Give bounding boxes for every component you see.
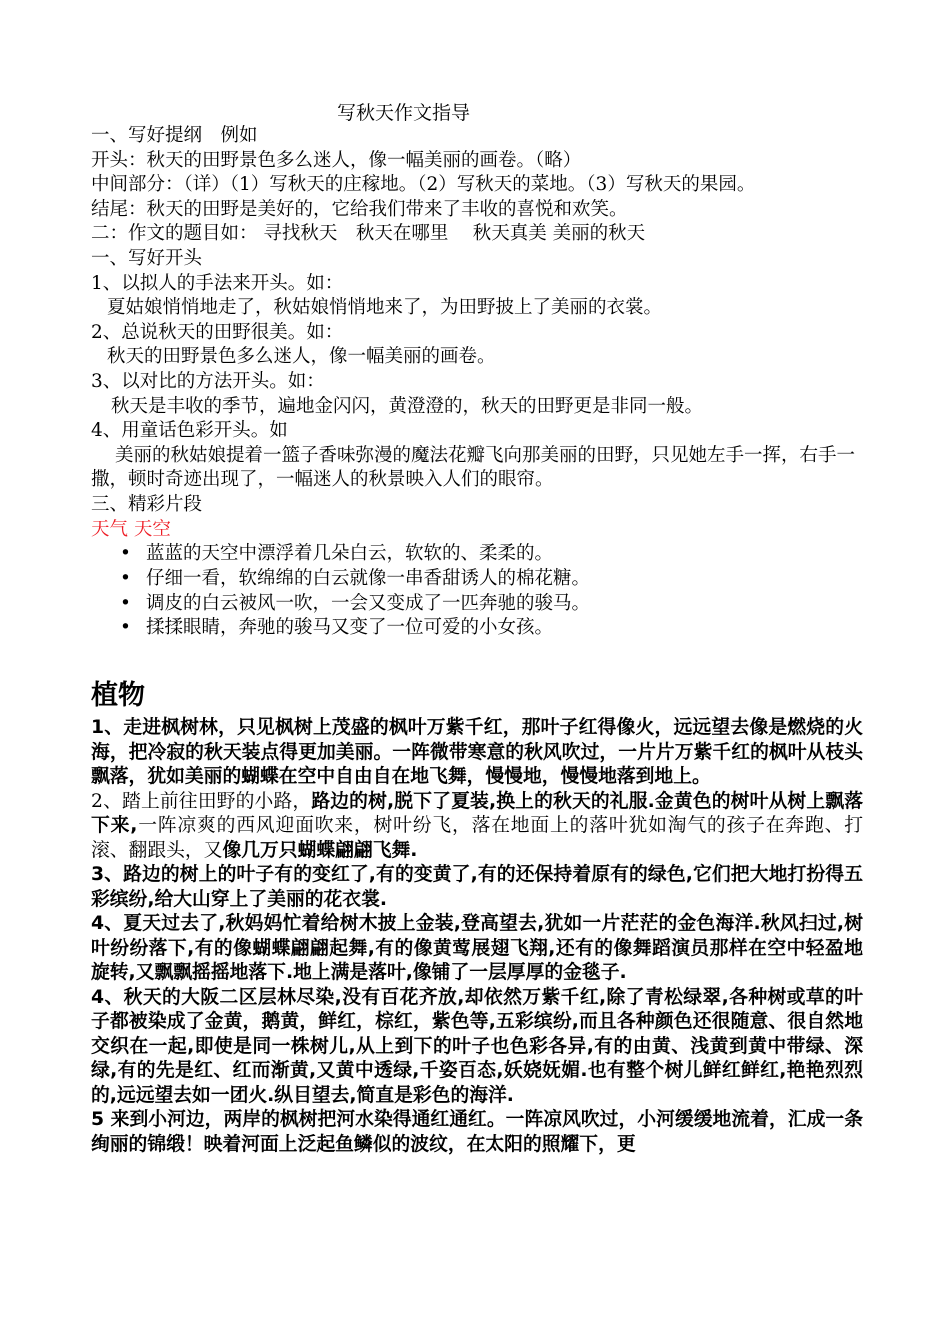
method-3-heading: 3、以对比的方法开头。如： — [91, 370, 325, 392]
weather-bullet-list — [91, 542, 891, 641]
outline-line-opening: 开头：秋天的田野景色多么迷人，像一幅美丽的画卷。（略） — [91, 149, 582, 171]
outline-line-ending: 结尾：秋天的田野是美好的，它给我们带来了丰收的喜悦和欢笑。 — [91, 198, 628, 220]
method-1-example: 夏姑娘悄悄地走了，秋姑娘悄悄地来了，为田野披上了美丽的衣裳。 — [107, 297, 663, 319]
method-4-example: 美丽的秋姑娘提着一篮子香味弥漫的魔法花瓣飞向那美丽的田野，只见她左手一挥，右手一撒，顿时奇迹出现了，一幅迷人的秋景映入人们的眼帘。 — [91, 444, 856, 491]
outline-section — [91, 124, 891, 641]
weather-sky-heading: 天气 天空 — [91, 518, 171, 540]
list-item: • 蓝蓝的天空中漂浮着几朵白云，软软的、柔柔的。 — [91, 542, 891, 567]
list-item: • 仔细一看，软绵绵的白云就像一串香甜诱人的棉花糖。 — [91, 567, 891, 592]
plant-paragraph-4: 4、夏天过去了,秋妈妈忙着给树木披上金装,登高望去,犹如一片茫茫的金色海洋.秋风扫过,树叶纷纷落下,有的像蝴蝶翩翩起舞,有的像黄莺展翅飞翔,还有的像舞蹈演员那样在空中轻盈地旋转,又飘飘摇摇地落下.地上满是落叶,像铺了一层厚厚的金毯子. — [91, 913, 863, 983]
method-2-example: 秋天的田野景色多么迷人，像一幅美丽的画卷。 — [107, 346, 496, 368]
plant-paragraph-5: 4、秋天的大阪二区层林尽染,没有百花齐放,却依然万紫千红,除了青松绿翠,各种树或草的叶子都被染成了金黄，鹅黄，鲜红，棕红，紫色等,五彩缤纷,而且各种颜色还很随意、很自然地交织在一起,即使是同一株树儿,从上到下的叶子也色彩各异,有的由黄、浅黄到黄中带绿、深绿,有的先是红、红而渐黄,又黄中透绿,千姿百态,妖娆妩媚.也有整个树儿鲜红鲜红,艳艳烈烈的,远远望去如一团火.纵目望去,简直是彩色的海洋. — [91, 986, 863, 1106]
plant-paragraph-6: 5 来到小河边，两岸的枫树把河水染得通红通红。一阵凉风吹过，小河缓缓地流着，汇成一条绚丽的锦缎！映着河面上泛起鱼鳞似的波纹，在太阳的照耀下，更 — [91, 1109, 863, 1155]
highlights-heading: 三、精彩片段 — [91, 493, 203, 515]
list-item: • 揉揉眼睛，奔驰的骏马又变了一位可爱的小女孩。 — [91, 616, 891, 641]
bullet-icon: • — [120, 617, 131, 639]
plants-section — [91, 716, 863, 1157]
document-title: 写秋天作文指导 — [337, 102, 471, 124]
plant-paragraph-1: 1、走进枫树林，只见枫树上茂盛的枫叶万紫千红，那叶子红得像火，远远望去像是燃烧的火海，把冷寂的秋天装点得更加美丽。一阵微带寒意的秋风吹过，一片片万紫千红的枫叶从枝头飘落，犹如美丽的蝴蝶在空中自由自在地飞舞，慢慢地，慢慢地落到地上。 — [91, 717, 863, 787]
plant-paragraph-2: 2、踏上前往田野的小路，路边的树,脱下了夏装,换上的秋天的礼服.金黄色的树叶从树上飘落下来,一阵凉爽的西风迎面吹来，树叶纷飞，落在地面上的落叶犹如淘气的孩子在奔跑、打滚、翻跟头，又像几万只蝴蝶翩翩飞舞. — [91, 790, 863, 861]
method-2-heading: 2、总说秋天的田野很美。如： — [91, 321, 344, 343]
method-1-heading: 1、以拟人的手法来开头。如： — [91, 272, 344, 294]
outline-heading: 一、写好提纲 例如 — [91, 125, 258, 146]
bullet-icon: • — [120, 543, 131, 565]
method-3-example: 秋天是丰收的季节，遍地金闪闪，黄澄澄的，秋天的田野更是非同一般。 — [111, 395, 704, 417]
bullet-icon: • — [120, 592, 131, 614]
plant-paragraph-3: 3、路边的树上的叶子有的变红了,有的变黄了,有的还保持着原有的绿色,它们把大地打扮得五彩缤纷,给大山穿上了美丽的花衣裳. — [91, 864, 863, 910]
list-item: • 调皮的白云被风一吹，一会又变成了一匹奔驰的骏马。 — [91, 592, 891, 617]
method-4-heading: 4、用童话色彩开头。如 — [91, 420, 288, 442]
outline-line-middle: 中间部分：（详）（1）写秋天的庄稼地。（2）写秋天的菜地。（3）写秋天的果园。 — [91, 174, 756, 196]
title-examples: 二：作文的题目如： 寻找秋天 秋天在哪里 秋天真美 美丽的秋天 — [91, 223, 646, 245]
plants-heading: 植物 — [91, 680, 145, 711]
opening-heading: 一、写好开头 — [91, 247, 203, 269]
bullet-icon: • — [120, 567, 131, 589]
